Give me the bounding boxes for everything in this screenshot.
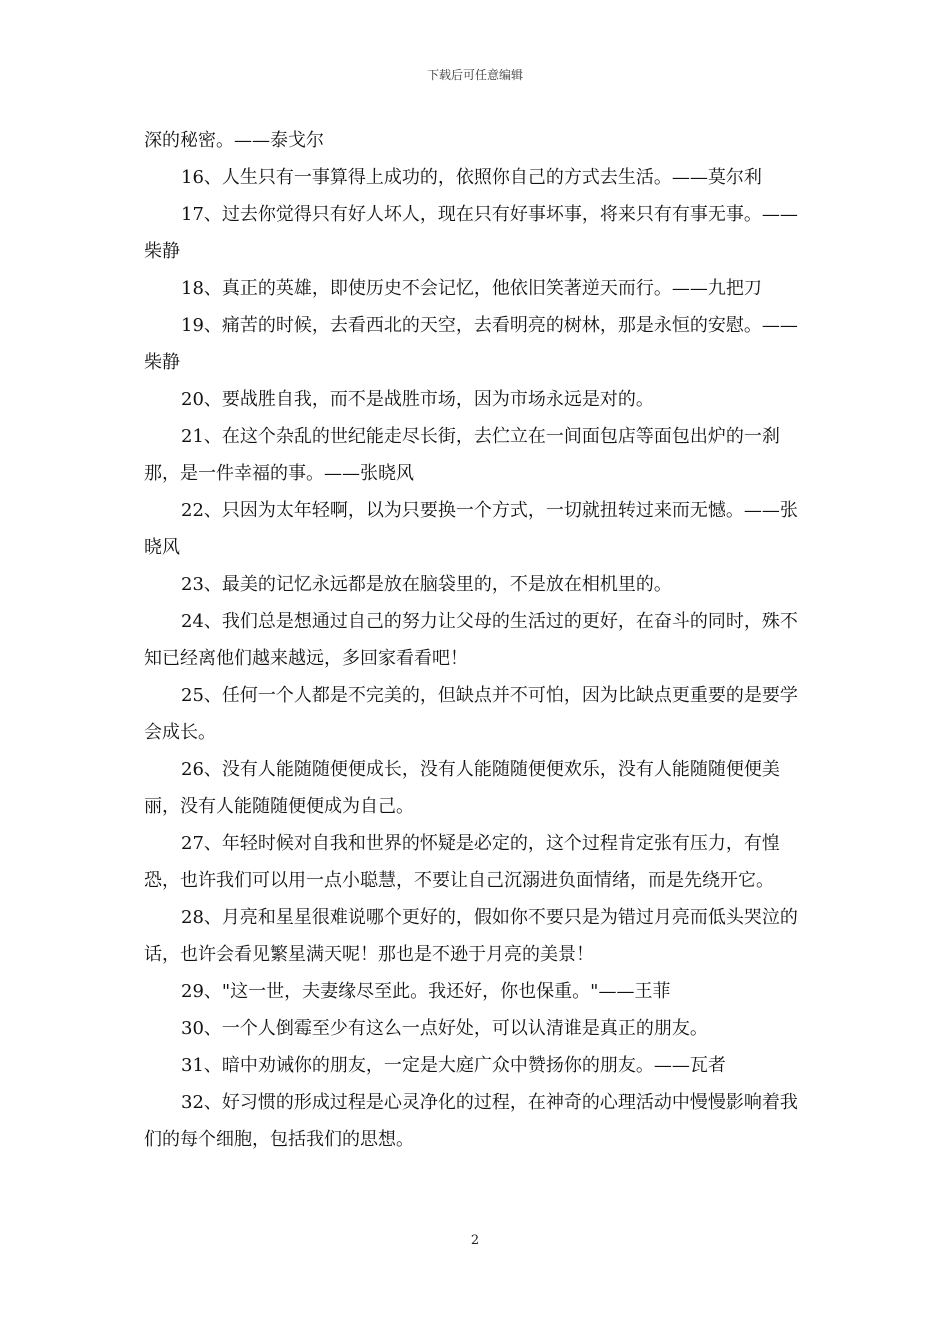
- quote-paragraph: 18、真正的英雄，即使历史不会记忆，他依旧笑著逆天而行。——九把刀: [181, 278, 762, 299]
- quote-paragraph: 29、"这一世，夫妻缘尽至此。我还好，你也保重。"——王菲: [181, 981, 671, 1002]
- quote-paragraph: 26、没有人能随随便便成长，没有人能随随便便欢乐，没有人能随随便便美丽，没有人能随随便便成为自己。: [144, 759, 780, 817]
- quote-paragraph: 27、年轻时候对自我和世界的怀疑是必定的，这个过程肯定张有压力，有惶恐，也许我们可以用一点小聪慧，不要让自己沉溺进负面情绪，而是先绕开它。: [144, 833, 780, 891]
- quote-paragraph: 32、好习惯的形成过程是心灵净化的过程，在神奇的心理活动中慢慢影响着我们的每个细胞，包括我们的思想。: [144, 1092, 798, 1150]
- document-body: [144, 122, 808, 1158]
- quote-paragraph: 28、月亮和星星很难说哪个更好的，假如你不要只是为错过月亮而低头哭泣的话，也许会看见繁星满天呢！那也是不逊于月亮的美景！: [144, 907, 798, 965]
- quote-paragraph: 19、痛苦的时候，去看西北的天空，去看明亮的树林，那是永恒的安慰。——柴静: [144, 315, 798, 373]
- quote-paragraph: 17、过去你觉得只有好人坏人，现在只有好事坏事，将来只有有事无事。——柴静: [144, 204, 798, 262]
- quote-paragraph: 20、要战胜自我，而不是战胜市场，因为市场永远是对的。: [181, 389, 654, 410]
- paragraph-continuation: 深的秘密。——泰戈尔: [144, 130, 324, 151]
- quote-paragraph: 24、我们总是想通过自己的努力让父母的生活过的更好，在奋斗的同时，殊不知已经离他们越来越远，多回家看看吧！: [144, 611, 798, 669]
- page-number: 2: [470, 1233, 480, 1248]
- quote-paragraph: 22、只因为太年轻啊，以为只要换一个方式，一切就扭转过来而无憾。——张晓风: [144, 500, 798, 558]
- quote-paragraph: 31、暗中劝诫你的朋友，一定是大庭广众中赞扬你的朋友。——瓦者: [181, 1055, 726, 1076]
- quote-paragraph: 23、最美的记忆永远都是放在脑袋里的，不是放在相机里的。: [181, 574, 672, 595]
- quote-paragraph: 21、在这个杂乱的世纪能走尽长街，去伫立在一间面包店等面包出炉的一刹那，是一件幸福的事。——张晓风: [144, 426, 780, 484]
- quote-paragraph: 25、任何一个人都是不完美的，但缺点并不可怕，因为比缺点更重要的是要学会成长。: [144, 685, 798, 743]
- quote-paragraph: 16、人生只有一事算得上成功的，依照你自己的方式去生活。——莫尔利: [181, 167, 762, 188]
- page-header: 下载后可任意编辑: [426, 68, 523, 82]
- quote-paragraph: 30、一个人倒霉至少有这么一点好处，可以认清谁是真正的朋友。: [181, 1018, 708, 1039]
